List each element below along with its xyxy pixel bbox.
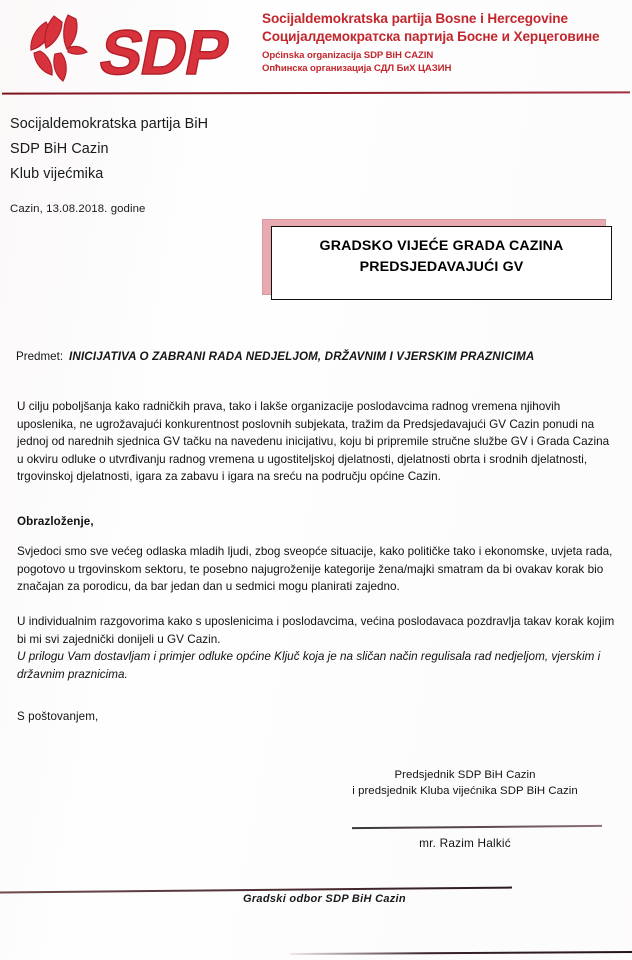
sender-line-club: Klub vijećmika xyxy=(10,166,104,182)
recipient-box-frame xyxy=(271,226,612,300)
org-branch-cyrillic: Опћинска организација СДЛ БиХ ЦАЗИН xyxy=(262,63,452,74)
section-heading-obrazlozenje: Obrazloženje, xyxy=(17,515,94,528)
sender-line-branch: SDP BiH Cazin xyxy=(10,141,109,157)
recipient-box xyxy=(262,219,614,301)
recipient-council: GRADSKO VIJEĆE GRADA CAZINA xyxy=(319,238,564,254)
org-name-latin: Socijaldemokratska partija Bosne i Hercegovine xyxy=(262,11,568,26)
paragraph-attachment: U prilogu Vam dostavljam i primjer odluke općine Ključ koja je na sličan način regulisala rad nedjeljom, vjerskim i državnim praznicima. xyxy=(17,650,601,681)
signature-rule xyxy=(352,825,602,829)
subject-label: Predmet: xyxy=(16,350,64,363)
organization-titles xyxy=(262,10,632,75)
svg-text:SDP: SDP xyxy=(94,17,235,88)
closing-salutation: S poštovanjem, xyxy=(17,710,99,723)
signature-role-block xyxy=(310,768,620,799)
sender-line-party: Socijaldemokratska partija BiH xyxy=(10,116,209,132)
paragraph-reason-2: U individualnim razgovorima kako s uposlenicima i poslodavcima, većina poslodavaca pozdravlja takav korak kojim bi mi svi zajednički donijeli u GV Cazin. xyxy=(17,615,615,646)
org-name-cyrillic: Социјалдемократска партија Босне и Херцеговине xyxy=(262,28,600,44)
signature-role-line-2: i predsjednik Kluba vijećnika SDP BiH Cazin xyxy=(352,784,578,797)
sdp-rose-logo xyxy=(12,6,244,88)
footer-stamp-text: Gradski odbor SDP BiH Cazin xyxy=(243,893,406,905)
signature-role-line-1: Predsjednik SDP BiH Cazin xyxy=(394,769,536,781)
sender-block xyxy=(10,112,340,187)
letterhead xyxy=(0,0,632,95)
page-bottom-edge xyxy=(290,951,632,955)
recipient-chairperson: PREDSJEDAVAJUĆI GV xyxy=(359,259,524,275)
header-divider xyxy=(2,91,630,94)
signatory-name: mr. Razim Halkić xyxy=(419,836,511,850)
subject-line xyxy=(16,350,616,363)
org-branch-latin: Općinska organizacija SDP BiH CAZIN xyxy=(262,50,434,61)
paragraph-reason-1: Svjedoci smo sve većeg odlaska mladih ljudi, zbog sveopće situacije, kako političke tako i ekonomske, uvjeta rada, pogotovo u trgovinskom sektoru, te posebno najugroženije kategorije žena/majki smatram da bi ovakav korak bio značajan za porodicu, da bar jedan dan u sedmici mogu planirati zajedno. xyxy=(17,545,613,594)
subject-value: INICIJATIVA O ZABRANI RADA NEDJELJOM, DRŽAVNIM I VJERSKIM PRAZNICIMA xyxy=(69,350,535,363)
paragraph-intro: U cilju poboljšanja kako radničkih prava, tako i lakše organizacije poslodavcima radnog vremena njihovih uposlenika, ne ugrožavajući konkurentnost poslovnih subjekata, tražim da Predsjedavajući GV Cazin ponudi na jednoj od narednih sjednica GV tačku na navedenu inicijativu, koju bi pripremile stručne službe GV i Grada Cazina u okviru odluke o utvrđivanju radnog vremena u ugostiteljskoj djelatnosti, djelatnosti obrta i srodnih djelatnosti, trgovinskoj djelatnosti, igara za zabavu i igara na sreću na području općine Cazin. xyxy=(17,400,610,484)
date-line: Cazin, 13.08.2018. godine xyxy=(10,203,146,215)
